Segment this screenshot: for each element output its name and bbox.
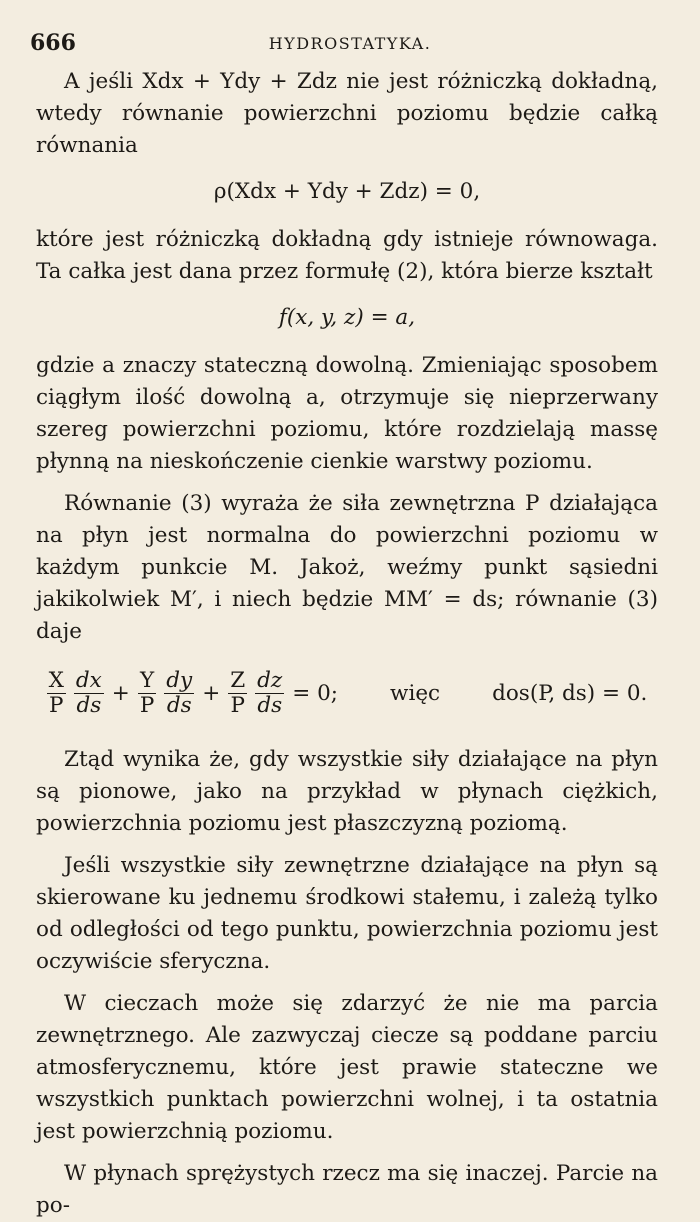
plus-sign: + — [111, 680, 130, 706]
running-title: HYDROSTATYKA. — [268, 34, 432, 53]
formula-level-surface: f(x, y, z) = a, — [278, 305, 416, 330]
fraction-y-over-p — [138, 669, 156, 718]
cosine-result: dos(P, ds) = 0. — [492, 680, 648, 706]
plus-sign: + — [202, 680, 221, 706]
page-body — [36, 66, 658, 1222]
equals-zero: = 0; — [292, 680, 339, 706]
page-header — [30, 30, 670, 60]
page-number: 666 — [30, 30, 76, 56]
paragraph-3: gdzie a znaczy stateczną dowolną. Zmieniając sposobem ciągłym ilość dowolną a, otrzymuje się nieprzerwany szereg powierzchni poziomu, które rozdzielają massę płynną na nieskończenie cienkie warstwy poziomu. — [36, 353, 658, 474]
paragraph-1: A jeśli Xdx + Ydy + Zdz nie jest różniczką dokładną, wtedy równanie powierzchni poziomu będzie całką równania — [36, 69, 658, 158]
word-wiec: więc — [390, 680, 441, 706]
formula-direction-cosines — [36, 662, 658, 724]
fraction-denominator: ds — [166, 692, 192, 718]
fraction-numerator: Y — [139, 667, 155, 693]
fraction-numerator: dx — [75, 667, 102, 693]
fraction-numerator: dz — [257, 667, 283, 693]
paragraph-6: Jeśli wszystkie siły zewnętrzne działające na płyn są skierowane ku jednemu środkowi stałemu, i zależą tylko od odległości od tego punktu, powierzchnia poziomu jest oczywiście sferyczna. — [36, 853, 658, 974]
fraction-dy-over-ds — [164, 669, 194, 718]
paragraph-4: Równanie (3) wyraża że siła zewnętrzna P działająca na płyn jest normalna do powierzchni poziomu w każdym punkcie M. Jakoż, weźmy punkt sąsiedni jakikolwiek M′, i niech będzie MM′ = ds; równanie (3) daje — [36, 491, 658, 644]
fraction-denominator: ds — [76, 692, 102, 718]
fraction-dz-over-ds — [255, 669, 284, 718]
paragraph-5: Ztąd wynika że, gdy wszystkie siły działające na płyn są pionowe, jako na przykład w płynach ciężkich, powierzchnia poziomu jest płaszczyzną poziomą. — [36, 747, 658, 836]
fraction-numerator: X — [48, 667, 64, 693]
fraction-denominator: P — [230, 692, 245, 718]
fraction-numerator: dy — [166, 667, 193, 693]
fraction-denominator: P — [139, 692, 155, 718]
paragraph-7: W cieczach może się zdarzyć że nie ma parcia zewnętrznego. Ale zazwyczaj ciecze są poddane parciu atmosferycznemu, które jest prawie stateczne we wszystkich punktach powierzchni wolnej, i ta ostatnia jest powierzchnią poziomu. — [36, 991, 658, 1144]
paragraph-8: W płynach sprężystych rzecz ma się inaczej. Parcie na po- — [36, 1161, 658, 1218]
fraction-x-over-p — [47, 669, 66, 718]
fraction-dx-over-ds — [74, 669, 104, 718]
paragraph-2: które jest różniczką dokładną gdy istnieje równowaga. Ta całka jest dana przez formułę (2), która bierze kształt — [36, 227, 658, 284]
fraction-denominator: ds — [257, 692, 283, 718]
fraction-z-over-p — [228, 669, 247, 718]
formula-total-differential: ρ(Xdx + Ydy + Zdz) = 0, — [213, 179, 481, 204]
fraction-numerator: Z — [230, 667, 246, 693]
fraction-denominator: P — [49, 692, 64, 718]
